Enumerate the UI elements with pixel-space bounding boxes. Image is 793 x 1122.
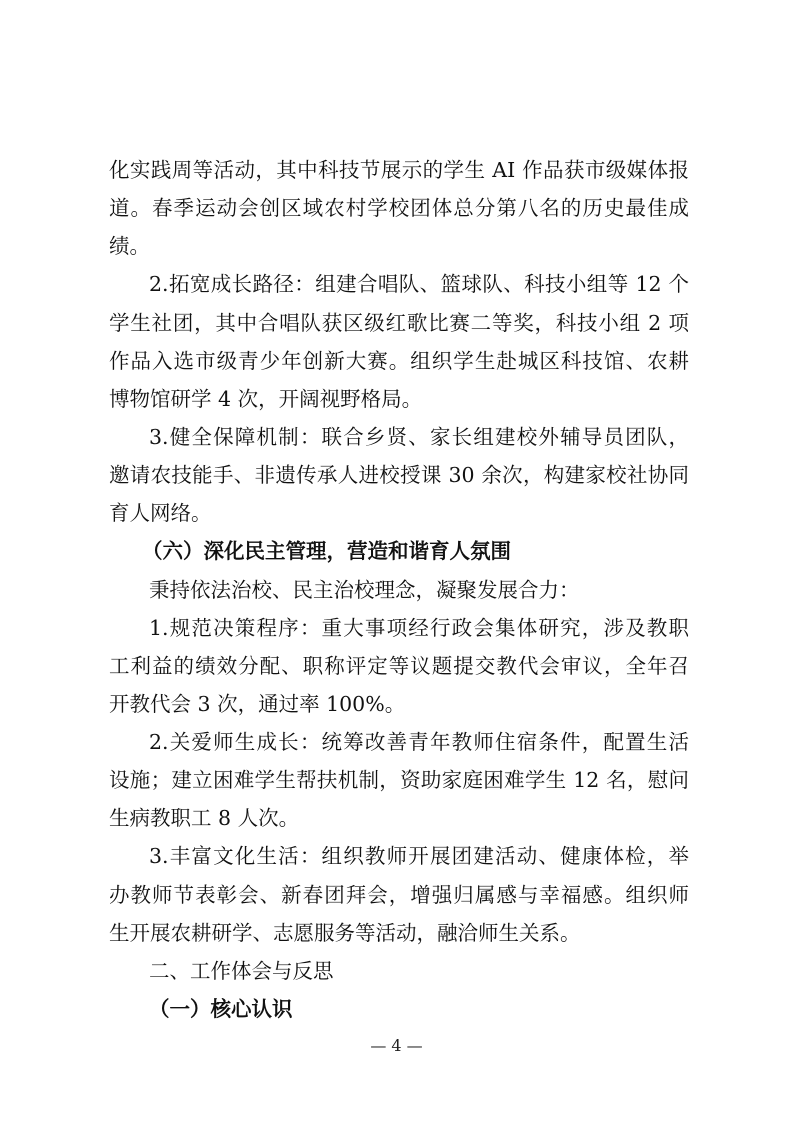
paragraph-line: 邀请农技能手、非遗传承人进校授课 30 余次，构建家校社协同 — [109, 463, 689, 487]
paragraph-line: 育人网络。 — [109, 501, 212, 525]
paragraph-line: 开教代会 3 次，通过率 100%。 — [109, 692, 406, 716]
paragraph-line: 学生社团，其中合唱队获区级红歌比赛二等奖，科技小组 2 项 — [109, 311, 689, 335]
paragraph-line: 3.健全保障机制：联合乡贤、家长组建校外辅导员团队， — [149, 425, 689, 449]
paragraph-line: 3.丰富文化生活：组织教师开展团建活动、健康体检，举 — [149, 844, 689, 868]
paragraph-line: 道。春季运动会创区域农村学校团体总分第八名的历史最佳成 — [109, 196, 689, 220]
paragraph-line: 办教师节表彰会、新春团拜会，增强归属感与幸福感。组织师 — [109, 883, 689, 907]
subsection-heading: （一）核心认识 — [149, 997, 293, 1021]
paragraph-line: 1.规范决策程序：重大事项经行政会集体研究，涉及教职 — [149, 616, 689, 640]
paragraph-line: 设施；建立困难学生帮扶机制，资助家庭困难学生 12 名，慰问 — [109, 768, 689, 792]
paragraph-line: 2.关爱师生成长：统筹改善青年教师住宿条件，配置生活 — [149, 730, 689, 754]
section-heading: 二、工作体会与反思 — [149, 959, 334, 983]
section-heading: （六）深化民主管理，营造和谐育人氛围 — [142, 539, 511, 563]
paragraph-line: 化实践周等活动，其中科技节展示的学生 AI 作品获市级媒体报 — [109, 158, 689, 182]
paragraph-line: 生病教职工 8 人次。 — [109, 806, 300, 830]
paragraph-line: 博物馆研学 4 次，开阔视野格局。 — [109, 387, 423, 411]
page-number: — 4 — — [370, 1036, 423, 1055]
paragraph-line: 绩。 — [109, 234, 150, 258]
paragraph-line: 2.拓宽成长路径：组建合唱队、篮球队、科技小组等 12 个 — [149, 272, 689, 296]
paragraph-line: 工利益的绩效分配、职称评定等议题提交教代会审议，全年召 — [109, 654, 689, 678]
paragraph-line: 作品入选市级青少年创新大赛。组织学生赴城区科技馆、农耕 — [109, 349, 689, 373]
paragraph-line: 秉持依法治校、民主治校理念，凝聚发展合力： — [149, 578, 580, 602]
paragraph-line: 生开展农耕研学、志愿服务等活动，融洽师生关系。 — [109, 921, 581, 945]
